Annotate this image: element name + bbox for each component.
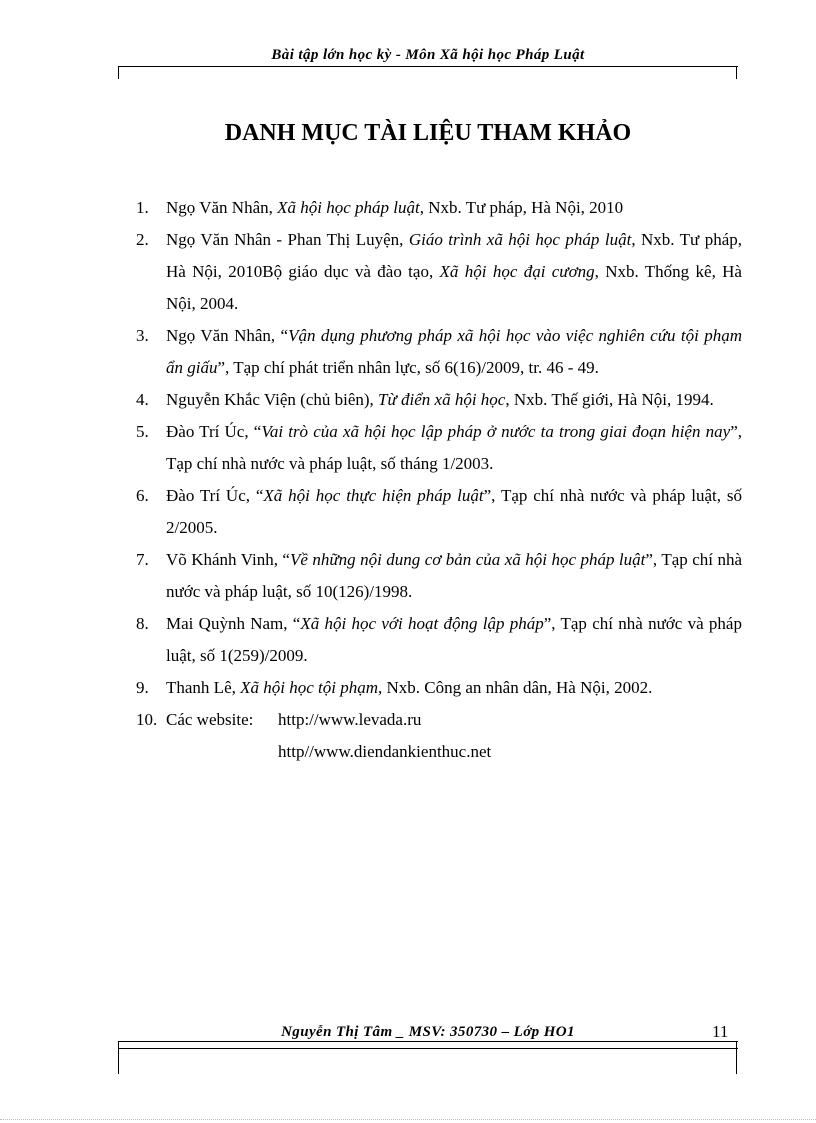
reference-list (136, 192, 742, 768)
reference-title: Xã hội học pháp luật (277, 198, 420, 217)
reference-text: Ngọ Văn Nhân, (166, 198, 278, 217)
page-footer: Nguyễn Thị Tâm _ MSV: 350730 – Lớp HO1 (281, 1024, 575, 1040)
reference-number: 2. (136, 230, 149, 249)
reference-number: 3. (136, 326, 149, 345)
reference-text: Đào Trí Úc, “ (166, 486, 264, 505)
reference-text: Ngọ Văn Nhân, “ (166, 326, 289, 345)
reference-item (136, 608, 742, 672)
reference-item (136, 384, 742, 416)
reference-text: Nguyễn Khắc Viện (chủ biên), (166, 390, 379, 409)
reference-text: Võ Khánh Vinh, “ (166, 550, 290, 569)
reference-text: ”, Tạp chí phát triển nhân lực, số 6(16)/2009, tr. 46 - 49. (217, 358, 599, 377)
reference-item (136, 544, 742, 608)
reference-number: 8. (136, 614, 149, 633)
footer-rule-bottom (118, 1048, 738, 1049)
reference-title: Vai trò của xã hội học lập pháp ở nước ta trong giai đoạn hiện nay (261, 422, 731, 441)
reference-number: 4. (136, 390, 149, 409)
reference-title: Giáo trình xã hội học pháp luật (408, 230, 632, 249)
reference-text: , Nxb. Thế giới, Hà Nội, 1994. (505, 390, 714, 409)
header-rule (118, 66, 738, 67)
reference-text: Ngọ Văn Nhân - Phan Thị Luyện, (166, 230, 409, 249)
reference-number: 10. (136, 710, 158, 729)
reference-title: Xã hội học với hoạt động lập pháp (300, 614, 544, 633)
footer-rule-left-tick (118, 1041, 119, 1074)
reference-text: ”, Tạp chí nhà nước và pháp luật, số 2/2005. (166, 486, 742, 537)
reference-number: 6. (136, 486, 149, 505)
reference-title: Từ điển xã hội học (378, 390, 506, 409)
reference-text: ”, Tạp chí nhà nước và pháp luật, số 10(126)/1998. (166, 550, 742, 601)
reference-title: Vận dụng phương pháp xã hội học vào việc nghiên cứu tội phạm ẩn giấu (166, 326, 742, 377)
reference-text: , Nxb. Tư pháp, Hà Nội, 2010Bộ giáo dục và đào tạo, (166, 230, 742, 281)
page-title: DANH MỤC TÀI LIỆU THAM KHẢO (224, 120, 632, 146)
reference-text: , Nxb. Công an nhân dân, Hà Nội, 2002. (378, 678, 653, 697)
reference-title: Xã hội học đại cương (439, 262, 595, 281)
header-rule-left-tick (118, 66, 119, 79)
reference-text: ”, Tạp chí nhà nước và pháp luật, số tháng 1/2003. (166, 422, 742, 473)
reference-text: ”, Tạp chí nhà nước và pháp luật, số 1(259)/2009. (166, 614, 742, 665)
reference-text: , Nxb. Tư pháp, Hà Nội, 2010 (419, 198, 624, 217)
footer-rule-right-tick (736, 1041, 737, 1074)
reference-number: 1. (136, 198, 149, 217)
reference-item (136, 416, 742, 480)
reference-item (136, 672, 742, 704)
reference-text: Mai Quỳnh Nam, “ (166, 614, 301, 633)
reference-text: Thanh Lê, (166, 678, 241, 697)
reference-text: Đào Trí Úc, “ (166, 422, 262, 441)
reference-number: 9. (136, 678, 149, 697)
page-header: Bài tập lớn học kỳ - Môn Xã hội học Pháp Luật (271, 47, 585, 63)
reference-item-websites (136, 704, 742, 768)
page-edge-divider (0, 1119, 816, 1120)
website-link[interactable]: http://www.levada.ru (278, 710, 422, 729)
reference-title: Xã hội học tội phạm (240, 678, 378, 697)
website-link[interactable]: http//www.diendankienthuc.net (278, 742, 492, 761)
reference-item (136, 320, 742, 384)
reference-number: 5. (136, 422, 149, 441)
reference-item (136, 224, 742, 320)
reference-title: Về những nội dung cơ bản của xã hội học pháp luật (289, 550, 646, 569)
page-number: 11 (712, 1022, 729, 1041)
reference-number: 7. (136, 550, 149, 569)
footer-rule-top (118, 1041, 738, 1042)
websites-label: Các website: (166, 710, 254, 729)
reference-text: , Nxb. Thống kê, Hà Nội, 2004. (166, 262, 742, 313)
reference-title: Xã hội học thực hiện pháp luật (263, 486, 484, 505)
reference-item (136, 192, 742, 224)
header-rule-right-tick (736, 66, 737, 79)
reference-item (136, 480, 742, 544)
